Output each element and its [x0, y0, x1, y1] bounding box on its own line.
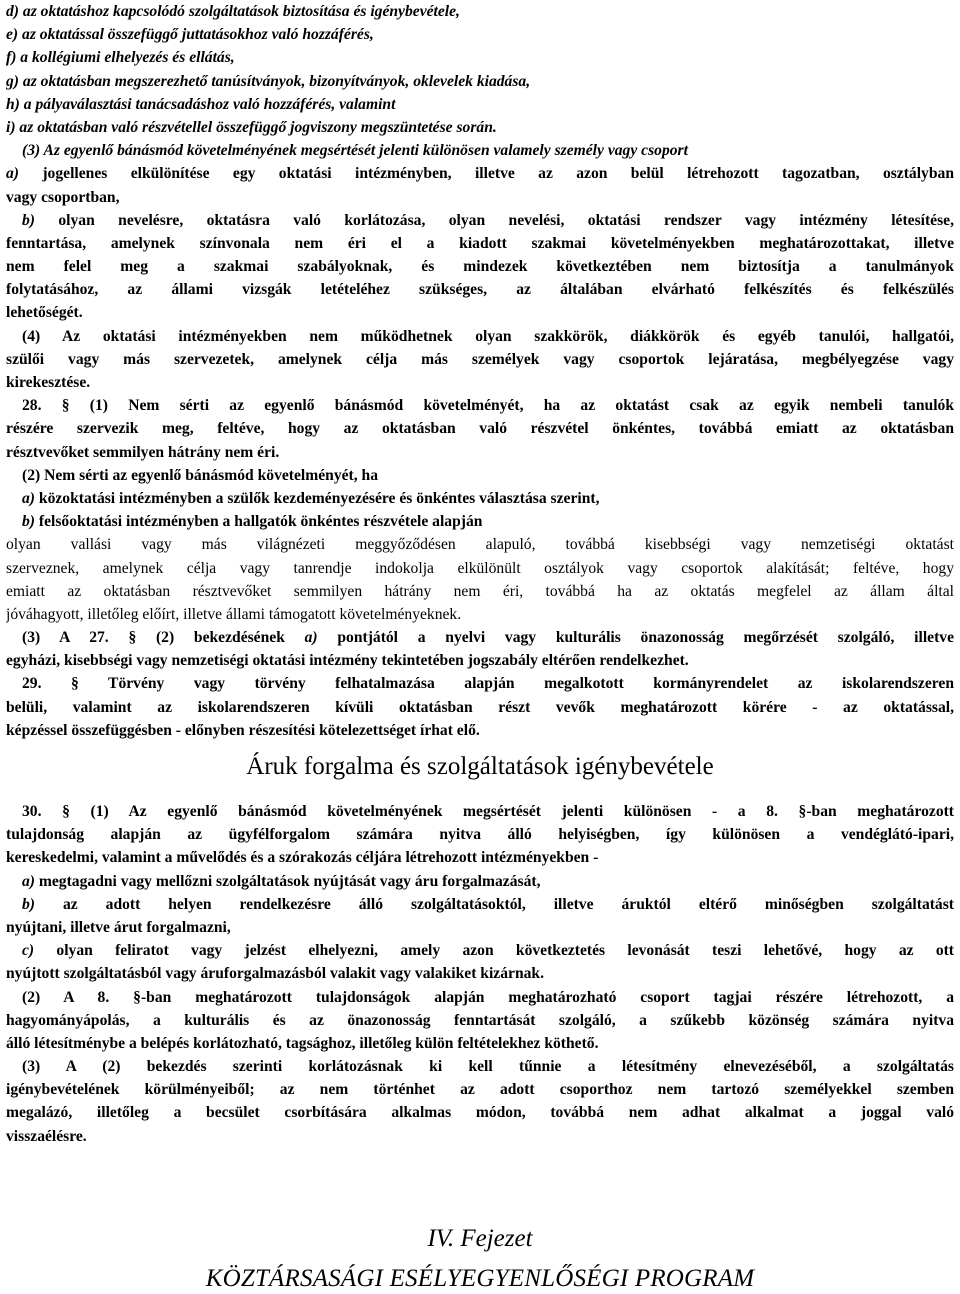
line-text: lehetőségét.: [6, 304, 83, 322]
text-line: [6, 719, 954, 742]
line-text: közoktatási intézményben a szülők kezdeményezésére és önkéntes választása szerint,: [35, 489, 600, 507]
text-line: [6, 1078, 954, 1101]
line-text: az oktatásban megszerezhető tanúsítványok, bizonyítványok, oklevelek kiadása,: [19, 72, 531, 90]
text-line: [6, 962, 954, 985]
line-text: megtagadni vagy mellőzni szolgáltatások nyújtását vagy áru forgalmazását,: [35, 872, 541, 890]
list-marker: b): [22, 211, 35, 229]
line-text: (3) A (2) bekezdés szerinti korlátozásnak ki kell tűnnie a létesítmény elnevezéséből, a szolgáltatás: [22, 1058, 954, 1076]
text-line: [6, 557, 954, 580]
line-text: az oktatáshoz kapcsolódó szolgáltatások biztosítása és igénybevétele,: [19, 3, 460, 20]
text-line: [6, 580, 954, 603]
text-line: [6, 1055, 954, 1078]
line-text: megalázó, illetőleg a becsület csorbítására alkalmas módon, továbbá nem adhat alkalmat a joggal való: [6, 1104, 954, 1122]
text-line: [6, 209, 954, 232]
list-marker: f): [6, 49, 17, 67]
line-text: jogellenes elkülönítése egy oktatási intézményben, illetve az azon belül létrehozott tagozatban, osztályban: [19, 165, 954, 183]
line-text: olyan nevelésre, oktatásra való korlátozása, olyan nevelési, oktatási rendszer vagy intézmény létesítése,: [35, 211, 954, 229]
line-text: képzéssel összefüggésben - előnyben részesítési kötelezettséget írhat elő.: [6, 721, 480, 739]
line-text: tulajdonság alapján az ügyfélforgalom számára nyitva álló helyiségben, így különösen a vendéglátó-ipari,: [6, 826, 954, 844]
line-text: (2) Nem sérti az egyenlő bánásmód követelményét, ha: [22, 466, 378, 484]
line-text: (4) Az oktatási intézményekben nem működhetnek olyan szakkörök, diákkörök és egyéb tanulói, hallgatói,: [22, 327, 954, 345]
line-text: az oktatásban való részvétellel összefüggő jogviszony megszüntetése során.: [15, 118, 497, 136]
list-marker: a): [22, 872, 35, 890]
text-line: [6, 441, 954, 464]
text-line: [6, 1032, 954, 1055]
text-line: [6, 533, 954, 556]
text-line: [6, 1101, 954, 1124]
line-text: az adott helyen rendelkezésre álló szolgáltatásoktól, illetve áruktól eltérő minőségben szolgáltatást: [35, 895, 954, 913]
text-line: [6, 823, 954, 846]
text-line: [6, 162, 954, 185]
text-line: [6, 46, 954, 69]
line-text: folytatásához, az állami vizsgák letételéhez szükséges, az általában elvárható felkészítés és felkészülés: [6, 281, 954, 299]
line-text: részére szervezik meg, feltéve, hogy az oktatásban való részvétel önkéntes, továbbá emiatt az oktatásban: [6, 420, 954, 438]
line-text: fenntartása, amelynek színvonala nem éri el a kiadott szakmai követelményekben meghatározottakat, illetve: [6, 234, 954, 252]
line-text: olyan feliratot vagy jelzést elhelyezni, amely azon következtetés levonását teszi lehetővé, hogy az ott: [34, 942, 954, 960]
line-text: a pályaválasztási tanácsadáshoz való hozzáférés, valamint: [19, 95, 396, 113]
text-line: [6, 846, 954, 869]
line-text: belüli, valamint az iskolarendszeren kívüli oktatásban részt vevők meghatározott körére - az oktatással,: [6, 698, 954, 716]
text-line: [6, 232, 954, 255]
section-heading: Áruk forgalma és szolgáltatások igénybevétele: [246, 753, 714, 780]
line-text: emiatt az oktatásban résztvevőket semmilyen hátrány nem éri, továbbá ha az oktatás megfelel az állam által: [6, 582, 954, 600]
line-text: vagy csoportban,: [6, 188, 120, 206]
text-line: [6, 870, 954, 893]
list-marker: e): [6, 26, 19, 44]
text-line: [6, 893, 954, 916]
list-marker: i): [6, 118, 16, 136]
line-text: hagyományápolás, a kulturális és az önazonosság fenntartását szolgáló, a szűkebb közönség számára nyitva: [6, 1011, 954, 1029]
text-line: [6, 986, 954, 1009]
text-line: [6, 301, 954, 324]
line-text: igénybevételének körülményeiből; az nem történhet az adott csoporthoz nem tartozó személyekkel szemben: [6, 1081, 954, 1099]
section-goods-services-text: [6, 800, 954, 1148]
text-line: [6, 0, 954, 23]
line-text: résztvevőket semmilyen hátrány nem éri.: [6, 443, 280, 461]
list-marker: c): [22, 942, 35, 960]
text-line: [6, 626, 954, 649]
text-line: [6, 649, 954, 672]
line-text: (2) A 8. §-ban meghatározott tulajdonságok alapján meghatározható csoport tagjai részére létrehozott, a: [22, 988, 954, 1006]
line-text: egyházi, kisebbségi vagy nemzetiségi oktatási intézmény tekintetében jogszabály eltérően rendelkezhet.: [6, 652, 689, 670]
line-text: kirekesztése.: [6, 374, 91, 391]
text-line: [6, 464, 954, 487]
list-marker: a): [6, 165, 19, 183]
text-line: [6, 510, 954, 533]
text-line: [6, 70, 954, 93]
text-line: [6, 186, 954, 209]
list-marker: g): [6, 72, 19, 90]
list-marker: d): [6, 3, 19, 20]
text-line: [6, 348, 954, 371]
text-line: [6, 93, 954, 116]
line-text: 29. § Törvény vagy törvény felhatalmazása alapján megalkotott kormányrendelet az iskolarendszeren: [22, 675, 954, 693]
text-line: [6, 139, 954, 162]
text-line: [6, 394, 954, 417]
line-text: jóváhagyott, illetőleg előírt, illetve állami támogatott követelményeknek.: [6, 605, 462, 623]
line-text: felsőoktatási intézményben a hallgatók önkéntes részvétele alapján: [35, 513, 483, 531]
text-line: [6, 255, 954, 278]
line-text: szerveznek, amelynek célja vagy tanrendje indokolja elkülönült osztályok vagy csoportok alakítását; feltéve, hogy: [6, 559, 954, 577]
line-text: az oktatással összefüggő juttatásokhoz való hozzáférés,: [18, 26, 374, 44]
text-line: [6, 672, 954, 695]
line-text: kereskedelmi, valamint a művelődés és a szórakozás céljára létrehozott intézményekben -: [6, 849, 599, 867]
text-line: [6, 371, 954, 394]
line-text: visszaélésre.: [6, 1127, 87, 1145]
line-text: szülői vagy más szervezetek, amelynek célja más személyek vagy csoportok lejáratása, megbélyegzése vagy: [6, 350, 954, 368]
list-marker: a): [22, 489, 35, 507]
line-text: olyan vallási vagy más világnézeti meggyőződésen alapuló, továbbá kisebbségi vagy nemzetiségi oktatást: [6, 536, 954, 554]
text-line: [6, 23, 954, 46]
line-text: (3) Az egyenlő bánásmód követelményének megsértését jelenti különösen valamely személy vagy csoport: [22, 142, 688, 160]
line-text: a kollégiumi elhelyezés és ellátás,: [16, 49, 235, 67]
text-line: [6, 1125, 954, 1148]
line-text: álló létesítménybe a belépés korlátozható, tagsághoz, illetőleg külön feltételekhez köthető.: [6, 1034, 599, 1052]
line-text: 28. § (1) Nem sérti az egyenlő bánásmód követelményét, ha az oktatást csak az egyik nembeli tanulók: [22, 397, 954, 415]
text-line: [6, 278, 954, 301]
text-line: [6, 325, 954, 348]
chapter-title: IV. Fejezet: [427, 1224, 533, 1252]
line-text: nem felel meg a szakmai szabályoknak, és mindezek következtében nem biztosítja a tanulmányok: [6, 258, 954, 276]
text-line: [6, 800, 954, 823]
line-text: (3) A 27. § (2) bekezdésének a) pontjától a nyelvi vagy kulturális önazonosság megőrzését szolgáló, illetve: [22, 629, 954, 647]
line-text: nyújtani, illetve árut forgalmazni,: [6, 918, 231, 936]
text-line: [6, 916, 954, 939]
line-text: 30. § (1) Az egyenlő bánásmód követelményének megsértését jelenti különösen - a 8. §-ban meghatározott: [22, 803, 954, 820]
list-marker: b): [22, 513, 35, 531]
text-line: [6, 603, 954, 626]
section-education-text: [6, 0, 954, 742]
document-page: [6, 0, 954, 1294]
text-line: [6, 1009, 954, 1032]
program-title: KÖZTÁRSASÁGI ESÉLYEGYENLŐSÉGI PROGRAM: [205, 1264, 755, 1292]
list-marker: h): [6, 95, 20, 113]
text-line: [6, 939, 954, 962]
text-line: [6, 487, 954, 510]
text-line: [6, 696, 954, 719]
list-marker: b): [22, 895, 35, 913]
line-text: nyújtott szolgáltatásból vagy áruforgalmazásból valakit vagy valakiket kizárnak.: [6, 965, 544, 983]
text-line: [6, 417, 954, 440]
text-line: [6, 116, 954, 139]
